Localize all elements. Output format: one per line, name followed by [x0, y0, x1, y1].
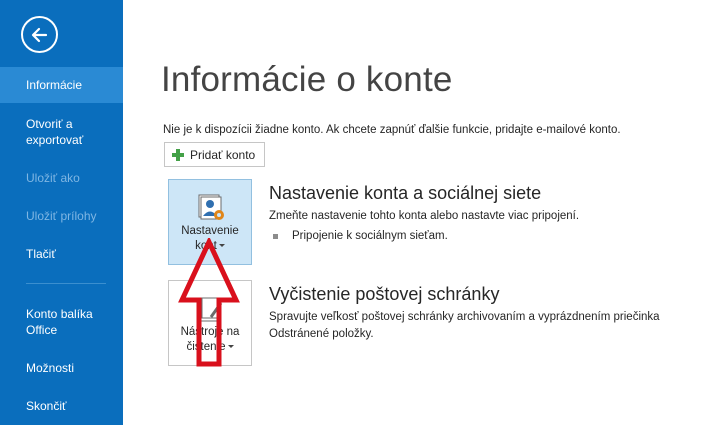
page-title: Informácie o konte [161, 60, 453, 99]
bullet-icon [273, 234, 278, 239]
account-settings-icon [198, 194, 226, 222]
no-account-notice: Nie je k dispozícii žiadne konto. Ak chcete zapnúť ďalšie funkcie, pridajte e-mailové konto. [163, 124, 621, 136]
account-settings-title: Nastavenie konta a sociálnej siete [269, 183, 542, 203]
red-arrow-annotation [178, 238, 240, 368]
cleanup-tools-tile-label-line1: Nástroje na [180, 326, 240, 338]
back-arrow-icon [30, 25, 50, 45]
add-account-button[interactable] [164, 142, 265, 167]
cleanup-desc [269, 309, 660, 343]
account-settings-tile-label-text: kont [195, 240, 217, 252]
back-button[interactable] [21, 16, 58, 53]
main-content [123, 0, 727, 425]
nav-divider [26, 283, 106, 284]
add-account-label: Pridať konto [190, 147, 256, 162]
nav-options[interactable]: Možnosti [26, 361, 75, 375]
nav-exit[interactable]: Skončiť [26, 399, 67, 413]
cleanup-tools-tile-label-text: čistenie [186, 341, 226, 353]
nav-info[interactable]: Informácie [0, 67, 123, 103]
social-network-item [273, 230, 448, 242]
cleanup-title: Vyčistenie poštovej schránky [269, 284, 500, 304]
account-settings-desc: Zmeňte nastavenie tohto konta alebo nastavte viac pripojení. [269, 210, 580, 222]
backstage-sidebar [0, 0, 123, 425]
nav-open-export-label: Otvoriť a exportovať [26, 117, 84, 147]
nav-save-as[interactable]: Uložiť ako [26, 171, 80, 185]
cleanup-desc-line1: Spravujte veľkosť poštovej schránky archivovaním a vyprázdnením priečinka [269, 311, 660, 323]
cleanup-desc-line2: Odstránené položky. [269, 328, 374, 340]
nav-save-attachments[interactable]: Uložiť prílohy [26, 209, 97, 223]
plus-icon [172, 149, 184, 161]
social-network-label: Pripojenie k sociálnym sieťam. [292, 230, 448, 242]
nav-open-export[interactable] [0, 116, 123, 150]
nav-print[interactable]: Tlačiť [26, 247, 56, 261]
nav-office-account[interactable]: Konto balíka Office [26, 307, 93, 337]
account-settings-tile-label-line1: Nastavenie [181, 225, 239, 237]
